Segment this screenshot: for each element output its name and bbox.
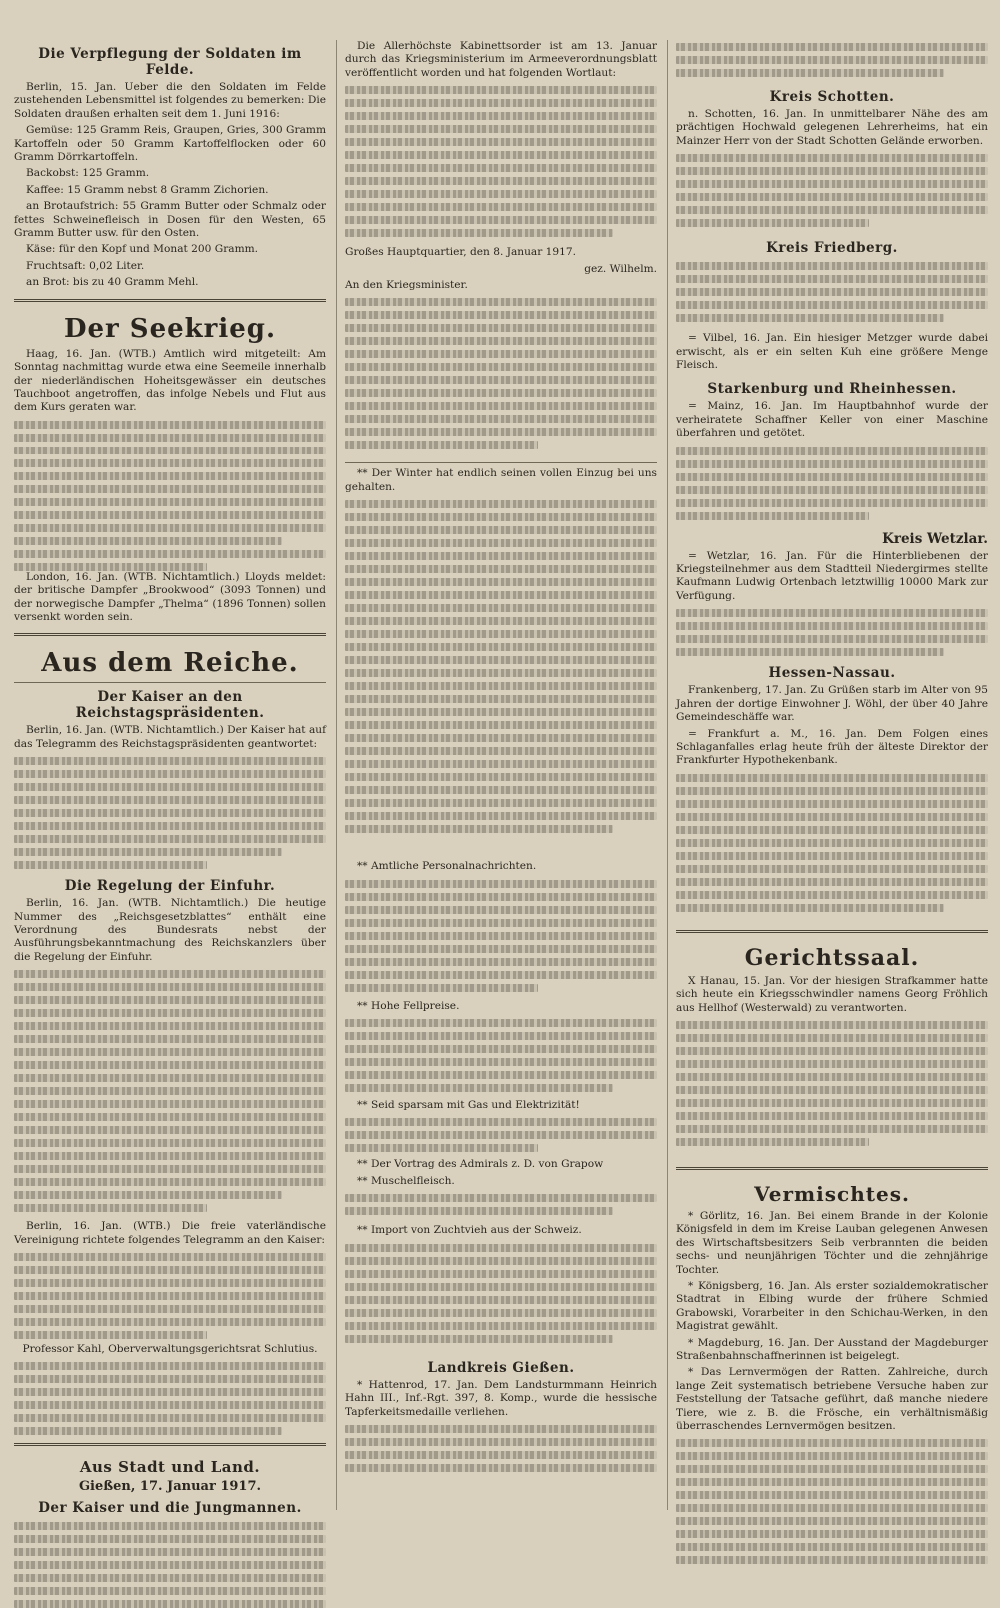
text-line-placeholder — [676, 288, 988, 296]
text-line-placeholder — [14, 835, 326, 843]
text-line-placeholder — [14, 1574, 326, 1582]
verpflegung-item: Gemüse: 125 Gramm Reis, Graupen, Gries, 300 Gramm Kartoffeln oder 50 Gramm Kartoffelflocken oder 60 Gramm Dörrkartoffeln. — [14, 124, 326, 164]
text-line-placeholder — [345, 1207, 613, 1215]
illegible-text — [676, 151, 988, 234]
text-line-placeholder — [14, 472, 326, 480]
kabinettsorder-signature: gez. Wilhelm. — [584, 262, 657, 275]
text-line-placeholder — [676, 167, 988, 175]
text-line-placeholder — [345, 164, 657, 172]
text-line-placeholder — [345, 151, 657, 159]
text-line-placeholder — [676, 1099, 988, 1107]
illegible-text — [14, 754, 326, 872]
illegible-text — [345, 1241, 657, 1354]
text-line-placeholder — [345, 734, 657, 742]
winter-paragraph: ** Der Winter hat endlich seinen vollen Einzug bei uns gehalten. — [345, 467, 657, 493]
text-line-placeholder — [676, 1517, 988, 1525]
reich-p1: Berlin, 16. Jan. (WTB. Nichtamtlich.) Der Kaiser hat auf das Telegramm des Reichstagspräsidenten geantwortet: — [14, 724, 326, 750]
text-line-placeholder — [345, 893, 657, 901]
text-line-placeholder — [14, 783, 326, 791]
kabinettsorder-address: An den Kriegsminister. — [345, 279, 468, 292]
text-line-placeholder — [14, 1587, 326, 1595]
illegible-text — [345, 1016, 657, 1099]
wetzlar-paragraph: = Wetzlar, 16. Jan. Für die Hinterbliebenen der Kriegsteilnehmer aus dem Stadtteil Niedergirmes stellte Kaufmann Ludwig Ortenbach letztwillig 10000 Mark zur Verfügung. — [676, 549, 988, 602]
text-line-placeholder — [676, 460, 988, 468]
verpflegung-item: Fruchtsaft: 0,02 Liter. — [26, 259, 145, 272]
text-line-placeholder — [14, 1266, 326, 1274]
text-line-placeholder — [345, 919, 657, 927]
text-line-placeholder — [676, 1073, 988, 1081]
text-line-placeholder — [14, 1561, 326, 1569]
text-line-placeholder — [14, 537, 282, 545]
text-line-placeholder — [14, 861, 207, 869]
text-line-placeholder — [345, 760, 657, 768]
text-line-placeholder — [345, 99, 657, 107]
text-line-placeholder — [676, 447, 988, 455]
koenigsberg-paragraph: * Königsberg, 16. Jan. Als erster sozialdemokratischer Stadtrat in Elbing wurde der frühere Schmied Grabowski, Vorarbeiter in den Schichau-Werken, in den Magistrat gewählt. — [676, 1279, 988, 1333]
text-line-placeholder — [676, 69, 944, 77]
text-line-placeholder — [676, 891, 988, 899]
verpflegung-intro: Berlin, 15. Jan. Ueber die den Soldaten im Felde zustehenden Lebensmittel ist folgendes zu bemerken: Die Soldaten draußen erhalten seit dem 1. Juni 1916: — [14, 81, 326, 120]
text-line-placeholder — [345, 500, 657, 508]
text-line-placeholder — [345, 216, 657, 224]
text-line-placeholder — [345, 565, 657, 573]
illegible-text — [345, 83, 657, 246]
text-line-placeholder — [676, 904, 944, 912]
text-line-placeholder — [345, 695, 657, 703]
text-line-placeholder — [14, 1414, 326, 1422]
text-line-placeholder — [345, 350, 657, 358]
frankenberg-paragraph: Frankenberg, 17. Jan. Zu Grüßen starb im Alter von 95 Jahren der dortige Einwohner J. Wöhl, der über 40 Jahre Gemeindeschäffe war. — [676, 684, 988, 724]
heading-stadt-und-land: Aus Stadt und Land. — [79, 1458, 261, 1477]
illegible-text — [14, 967, 326, 1220]
text-line-placeholder — [14, 1152, 326, 1160]
text-line-placeholder — [345, 1019, 657, 1027]
text-line-placeholder — [14, 1178, 326, 1186]
text-line-placeholder — [14, 1600, 326, 1608]
text-line-placeholder — [676, 473, 988, 481]
text-line-placeholder — [676, 1491, 988, 1499]
hattenrod-paragraph: * Hattenrod, 17. Jan. Dem Landsturmmann Heinrich Hahn III., Inf.-Rgt. 397, 8. Komp., wurde die hessische Tapferkeitsmedaille verliehen. — [345, 1378, 657, 1418]
heading-aus-dem-reiche: Aus dem Reiche. — [41, 648, 299, 679]
text-line-placeholder — [345, 337, 657, 345]
text-line-placeholder — [345, 1118, 657, 1126]
text-line-placeholder — [14, 1074, 326, 1082]
text-line-placeholder — [345, 363, 657, 371]
illegible-text — [14, 1359, 326, 1437]
text-line-placeholder — [676, 787, 988, 795]
text-line-placeholder — [14, 996, 326, 1004]
text-line-placeholder — [676, 43, 988, 51]
text-line-placeholder — [345, 112, 657, 120]
text-line-placeholder — [676, 193, 988, 201]
text-line-placeholder — [345, 539, 657, 547]
text-line-placeholder — [676, 301, 988, 309]
text-line-placeholder — [676, 1086, 988, 1094]
illegible-text — [676, 1436, 988, 1564]
heading-kreis-friedberg: Kreis Friedberg. — [766, 240, 898, 257]
text-line-placeholder — [345, 324, 657, 332]
divider — [676, 1167, 988, 1170]
text-line-placeholder — [14, 1113, 326, 1121]
heading-kreis-schotten: Kreis Schotten. — [769, 89, 895, 105]
goerlitz-paragraph: * Görlitz, 16. Jan. Bei einem Brande in der Kolonie Königsfeld in dem im Kreise Lauban gelegenen Anwesen des Wirtschaftsbesitzers Seib verbrannten die beiden sechs- und neunjährigen Töchter und die zehnjährige Tochter. — [676, 1209, 988, 1276]
text-line-placeholder — [345, 656, 657, 664]
text-line-placeholder — [345, 971, 657, 979]
text-line-placeholder — [345, 229, 613, 237]
text-line-placeholder — [345, 441, 538, 449]
text-line-placeholder — [14, 1279, 326, 1287]
divider — [14, 1443, 326, 1446]
illegible-text — [14, 418, 326, 571]
text-line-placeholder — [14, 447, 326, 455]
text-line-placeholder — [345, 682, 657, 690]
text-line-placeholder — [345, 1335, 613, 1343]
text-line-placeholder — [14, 1087, 326, 1095]
text-line-placeholder — [345, 1425, 657, 1433]
heading-seekrieg: Der Seekrieg. — [63, 313, 277, 344]
sparsam-paragraph: ** Seid sparsam mit Gas und Elektrizität! — [357, 1099, 580, 1112]
divider — [676, 930, 988, 933]
text-line-placeholder — [14, 421, 326, 429]
text-line-placeholder — [345, 138, 657, 146]
text-line-placeholder — [676, 1530, 988, 1538]
heading-kreis-wetzlar: Kreis Wetzlar. — [882, 530, 988, 547]
text-line-placeholder — [14, 1535, 326, 1543]
text-line-placeholder — [676, 1439, 988, 1447]
text-line-placeholder — [676, 852, 988, 860]
reich-p3: Berlin, 16. Jan. (WTB.) Die freie vaterländische Vereinigung richtete folgendes Telegramm an den Kaiser: — [14, 1220, 326, 1246]
text-line-placeholder — [14, 1061, 326, 1069]
text-line-placeholder — [14, 1048, 326, 1056]
personal-paragraph: ** Amtliche Personalnachrichten. — [357, 860, 537, 873]
heading-vermischtes: Vermischtes. — [754, 1181, 910, 1206]
text-line-placeholder — [676, 180, 988, 188]
text-line-placeholder — [14, 1022, 326, 1030]
illegible-text — [676, 771, 988, 924]
column-2 — [336, 40, 657, 1510]
text-line-placeholder — [345, 906, 657, 914]
text-line-placeholder — [676, 1034, 988, 1042]
heading-starkenburg: Starkenburg und Rheinhessen. — [707, 381, 957, 398]
text-line-placeholder — [14, 1331, 207, 1339]
text-line-placeholder — [345, 958, 657, 966]
text-line-placeholder — [14, 563, 207, 571]
text-line-placeholder — [345, 1283, 657, 1291]
text-line-placeholder — [345, 428, 657, 436]
text-line-placeholder — [345, 177, 657, 185]
text-line-placeholder — [345, 298, 657, 306]
text-line-placeholder — [676, 1452, 988, 1460]
text-line-placeholder — [345, 1270, 657, 1278]
text-line-placeholder — [14, 434, 326, 442]
text-line-placeholder — [345, 1322, 657, 1330]
text-line-placeholder — [345, 1296, 657, 1304]
text-line-placeholder — [676, 1138, 869, 1146]
divider — [14, 682, 326, 683]
verpflegung-item: Käse: für den Kopf und Monat 200 Gramm. — [26, 243, 259, 256]
text-line-placeholder — [345, 825, 613, 833]
text-line-placeholder — [676, 774, 988, 782]
text-line-placeholder — [14, 485, 326, 493]
text-line-placeholder — [345, 86, 657, 94]
divider — [345, 462, 657, 463]
text-line-placeholder — [676, 1021, 988, 1029]
text-line-placeholder — [345, 552, 657, 560]
illegible-text — [345, 1422, 657, 1510]
text-line-placeholder — [345, 1084, 613, 1092]
text-line-placeholder — [345, 812, 657, 820]
text-line-placeholder — [676, 839, 988, 847]
heading-gerichtssaal: Gerichtssaal. — [744, 944, 920, 971]
text-line-placeholder — [14, 809, 326, 817]
column-3 — [667, 40, 988, 1510]
text-line-placeholder — [14, 1305, 326, 1313]
subheading-einfuhr: Die Regelung der Einfuhr. — [64, 878, 276, 895]
text-line-placeholder — [345, 1032, 657, 1040]
text-line-placeholder — [676, 314, 944, 322]
illegible-text — [676, 259, 988, 332]
frankfurt-paragraph: = Frankfurt a. M., 16. Jan. Dem Folgen eines Schlaganfalles erlag heute früh der älteste Direktor der Frankfurter Hypothekenbank. — [676, 727, 988, 767]
text-line-placeholder — [345, 1309, 657, 1317]
text-line-placeholder — [14, 1292, 326, 1300]
text-line-placeholder — [14, 1165, 326, 1173]
text-line-placeholder — [345, 1438, 657, 1446]
text-line-placeholder — [14, 1191, 282, 1199]
divider — [14, 633, 326, 636]
text-line-placeholder — [345, 125, 657, 133]
illegible-text — [345, 295, 657, 458]
text-line-placeholder — [676, 1556, 988, 1564]
text-line-placeholder — [14, 1126, 326, 1134]
text-line-placeholder — [676, 826, 988, 834]
text-line-placeholder — [345, 1464, 657, 1472]
text-line-placeholder — [676, 648, 944, 656]
mainz-paragraph: = Mainz, 16. Jan. Im Hauptbahnhof wurde der verheiratete Schaffner Keller von einer Maschine überfahren und getötet. — [676, 400, 988, 440]
text-line-placeholder — [14, 1139, 326, 1147]
text-line-placeholder — [676, 219, 869, 227]
text-line-placeholder — [676, 512, 869, 520]
text-line-placeholder — [14, 770, 326, 778]
text-line-placeholder — [345, 604, 657, 612]
article-reich — [14, 642, 326, 1437]
text-line-placeholder — [14, 757, 326, 765]
text-line-placeholder — [345, 1071, 657, 1079]
text-line-placeholder — [345, 617, 657, 625]
verpflegung-item: an Brotaufstrich: 55 Gramm Butter oder Schmalz oder fettes Schweinefleisch in Dosen für den Westen, 65 Gramm Butter usw. für den Osten. — [14, 200, 326, 240]
text-line-placeholder — [345, 1244, 657, 1252]
text-line-placeholder — [676, 622, 988, 630]
text-line-placeholder — [14, 1548, 326, 1556]
text-line-placeholder — [14, 983, 326, 991]
fellpreise-paragraph: ** Hohe Fellpreise. — [357, 999, 460, 1012]
text-line-placeholder — [345, 880, 657, 888]
text-line-placeholder — [345, 190, 657, 198]
text-line-placeholder — [345, 578, 657, 586]
subheading-jungmannen: Der Kaiser und die Jungmannen. — [38, 1500, 302, 1517]
text-line-placeholder — [345, 799, 657, 807]
seekrieg-london: London, 16. Jan. (WTB. Nichtamtlich.) Lloyds meldet: der britische Dampfer „Brookwood“ (3093 Tonnen) und der norwegische Dampfer „Thelma“ (1896 Tonnen) sollen versenkt worden sein. — [14, 570, 326, 623]
text-line-placeholder — [345, 773, 657, 781]
text-line-placeholder — [345, 1194, 657, 1202]
verpflegung-item: Kaffee: 15 Gramm nebst 8 Gramm Zichorien. — [26, 183, 269, 196]
text-line-placeholder — [676, 1125, 988, 1133]
text-line-placeholder — [676, 486, 988, 494]
text-line-placeholder — [345, 747, 657, 755]
text-line-placeholder — [14, 822, 326, 830]
text-line-placeholder — [345, 591, 657, 599]
article-verpflegung — [14, 40, 326, 293]
illegible-text — [345, 1191, 657, 1224]
illegible-text — [14, 1250, 326, 1343]
text-line-placeholder — [345, 721, 657, 729]
illegible-text — [345, 877, 657, 1000]
text-line-placeholder — [676, 609, 988, 617]
text-line-placeholder — [676, 865, 988, 873]
text-line-placeholder — [14, 1362, 326, 1370]
hanau-paragraph: X Hanau, 15. Jan. Vor der hiesigen Strafkammer hatte sich heute ein Kriegsschwindler namens Georg Fröhlich aus Hellhof (Westerwald) zu verantworten. — [676, 974, 988, 1014]
text-line-placeholder — [345, 415, 657, 423]
illegible-text — [14, 1519, 326, 1608]
text-line-placeholder — [14, 1035, 326, 1043]
text-line-placeholder — [676, 800, 988, 808]
reich-p2: Berlin, 16. Jan. (WTB. Nichtamtlich.) Die heutige Nummer des „Reichsgesetzblattes“ enthält eine Verordnung des Bundesrats nebst der Ausführungsbekanntmachung des Reichskanzlers über die Regelung der Einfuhr. — [14, 897, 326, 963]
text-line-placeholder — [345, 376, 657, 384]
text-line-placeholder — [345, 1058, 657, 1066]
subheading-landkreis: Landkreis Gießen. — [427, 1359, 575, 1376]
text-line-placeholder — [345, 1131, 657, 1139]
verpflegung-item: Backobst: 125 Gramm. — [26, 167, 150, 180]
text-line-placeholder — [676, 1047, 988, 1055]
schotten-paragraph: n. Schotten, 16. Jan. In unmittelbarer Nähe des am prächtigen Hochwald gelegenen Lehrerheims, hat ein Mainzer Herr von der Stadt Schotten Gelände erworben. — [676, 108, 988, 147]
illegible-text — [345, 497, 657, 860]
heading-hessen-nassau: Hessen-Nassau. — [768, 665, 896, 682]
text-line-placeholder — [345, 203, 657, 211]
heading-verpflegung: Die Verpflegung der Soldaten im Felde. — [38, 46, 302, 78]
text-line-placeholder — [345, 786, 657, 794]
text-line-placeholder — [14, 848, 282, 856]
text-line-placeholder — [14, 459, 326, 467]
text-line-placeholder — [14, 1401, 326, 1409]
illegible-text — [676, 40, 988, 83]
text-line-placeholder — [345, 1045, 657, 1053]
text-line-placeholder — [14, 970, 326, 978]
text-line-placeholder — [676, 206, 988, 214]
seekrieg-haag: Haag, 16. Jan. (WTB.) Amtlich wird mitgeteilt: Am Sonntag nachmittag wurde etwa eine Seemeile innerhalb der niederländischen Hoheitsgewässer ein deutsches Tauchboot angetroffen, das infolge Nebels und Flut aus dem Kurs geraten war. — [14, 347, 326, 414]
reich-signature: Professor Kahl, Oberverwaltungsgerichtsrat Schlutius. — [22, 1343, 318, 1355]
text-line-placeholder — [676, 275, 988, 283]
text-line-placeholder — [676, 262, 988, 270]
import-paragraph: ** Import von Zuchtvieh aus der Schweiz. — [357, 1224, 582, 1237]
text-line-placeholder — [345, 526, 657, 534]
text-line-placeholder — [676, 1478, 988, 1486]
verpflegung-item: an Brot: bis zu 40 Gramm Mehl. — [26, 276, 199, 289]
article-stadt-land — [14, 1452, 326, 1519]
text-line-placeholder — [14, 1427, 282, 1435]
vortrag-paragraph: ** Der Vortrag des Admirals z. D. von Grapow — [357, 1158, 604, 1171]
ratten-paragraph: * Das Lernvermögen der Ratten. Zahlreiche, durch lange Zeit systematisch betriebene Versuche haben zur Feststellung der Tatsache geführt, daß manche niedere Tiere, wie z. B. die Frösche, ein verhältnismäßig überraschendes Lernvermögen besitzen. — [676, 1366, 988, 1433]
text-line-placeholder — [14, 550, 326, 558]
article-seekrieg — [14, 308, 326, 628]
text-line-placeholder — [676, 154, 988, 162]
text-line-placeholder — [676, 1543, 988, 1551]
text-line-placeholder — [345, 389, 657, 397]
text-line-placeholder — [676, 1465, 988, 1473]
text-line-placeholder — [14, 1204, 207, 1212]
text-line-placeholder — [14, 524, 326, 532]
text-line-placeholder — [676, 1112, 988, 1120]
text-line-placeholder — [345, 708, 657, 716]
vilbel-paragraph: = Vilbel, 16. Jan. Ein hiesiger Metzger wurde dabei erwischt, als er ein selten Kuh eine größere Menge Fleisch. — [676, 332, 988, 372]
text-line-placeholder — [345, 932, 657, 940]
dateline-giessen: Gießen, 17. Januar 1917. — [78, 1479, 262, 1495]
text-line-placeholder — [14, 1318, 326, 1326]
illegible-text — [676, 1018, 988, 1161]
text-line-placeholder — [14, 511, 326, 519]
column-1 — [14, 40, 326, 1517]
illegible-text — [345, 1115, 657, 1158]
text-line-placeholder — [345, 643, 657, 651]
text-line-placeholder — [676, 1504, 988, 1512]
text-line-placeholder — [345, 630, 657, 638]
text-line-placeholder — [676, 878, 988, 886]
text-line-placeholder — [345, 1144, 538, 1152]
text-line-placeholder — [14, 1375, 326, 1383]
text-line-placeholder — [676, 56, 988, 64]
text-line-placeholder — [14, 1100, 326, 1108]
kabinettsorder-dateline: Großes Hauptquartier, den 8. Januar 1917. — [345, 246, 577, 259]
kabinettsorder-intro: Die Allerhöchste Kabinettsorder ist am 13. Januar durch das Kriegsministerium im Armeeverordnungsblatt veröffentlicht worden und hat folgenden Wortlaut: — [345, 40, 657, 79]
text-line-placeholder — [14, 1388, 326, 1396]
text-line-placeholder — [345, 513, 657, 521]
text-line-placeholder — [14, 1009, 326, 1017]
text-line-placeholder — [14, 498, 326, 506]
text-line-placeholder — [345, 311, 657, 319]
text-line-placeholder — [345, 1451, 657, 1459]
muschel-paragraph: ** Muschelfleisch. — [357, 1174, 455, 1187]
text-line-placeholder — [345, 984, 538, 992]
text-line-placeholder — [345, 945, 657, 953]
illegible-text — [676, 444, 988, 527]
magdeburg-paragraph: * Magdeburg, 16. Jan. Der Ausstand der Magdeburger Straßenbahnschaffnerinnen ist beigelegt. — [676, 1336, 988, 1362]
text-line-placeholder — [676, 635, 988, 643]
text-line-placeholder — [14, 796, 326, 804]
text-line-placeholder — [14, 1522, 326, 1530]
subheading-kaiser-reichstag: Der Kaiser an den Reichstagspräsidenten. — [75, 689, 265, 722]
text-line-placeholder — [676, 499, 988, 507]
text-line-placeholder — [676, 813, 988, 821]
text-line-placeholder — [345, 402, 657, 410]
divider — [14, 299, 326, 302]
illegible-text — [676, 606, 988, 659]
text-line-placeholder — [14, 1253, 326, 1261]
text-line-placeholder — [345, 669, 657, 677]
text-line-placeholder — [676, 1060, 988, 1068]
text-line-placeholder — [345, 1257, 657, 1265]
